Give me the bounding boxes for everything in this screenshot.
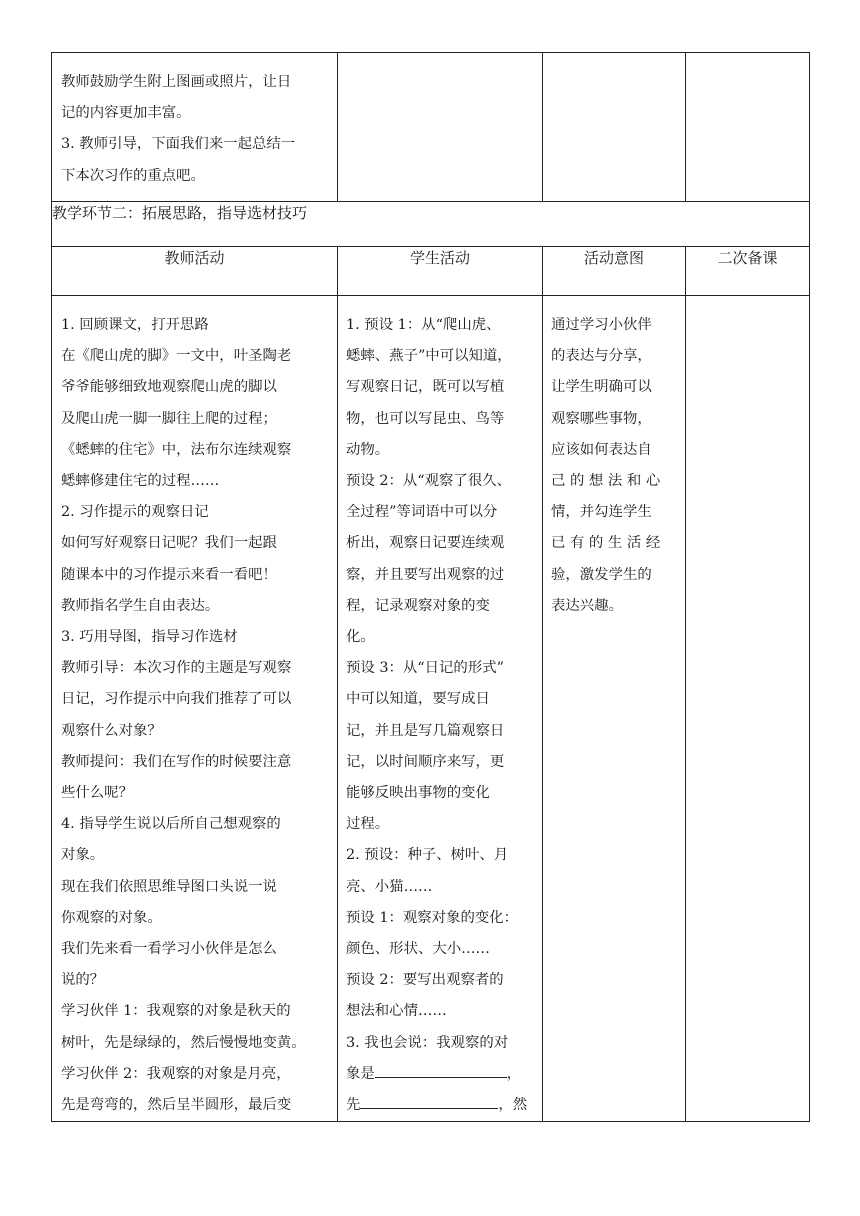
fill-prefix: 象是 [346, 1065, 375, 1082]
text-line: 如何写好观察日记呢？我们一起跟 [61, 535, 277, 552]
purpose-text-block [543, 296, 685, 622]
header-teacher-activity: 教师活动 [52, 247, 338, 296]
text-line: 过程。 [346, 816, 390, 833]
text-line: 物，也可以写昆虫、鸟等 [346, 410, 505, 427]
student-text-block [338, 296, 542, 1059]
text-line: 情，并勾连学生 [551, 504, 652, 521]
text-line: 1. 回顾课文，打开思路 [61, 317, 209, 333]
fill-suffix: ，然 [498, 1097, 528, 1114]
empty-cell [686, 53, 810, 202]
lesson-plan-table [51, 52, 810, 1122]
text-line: 应该如何表达自 [551, 441, 652, 458]
text-line: 写观察日记，既可以写植 [346, 379, 505, 396]
text-line: 动物。 [346, 441, 390, 458]
teacher-text-block [52, 296, 337, 1121]
fill-suffix: ， [506, 1065, 522, 1082]
text-line: 教师鼓励学生附上图画或照片，让日 [61, 74, 292, 90]
header-row [52, 247, 810, 296]
text-line: 化。 [346, 629, 375, 646]
text-line: 及爬山虎一脚一脚往上爬的过程； [61, 410, 277, 427]
fill-line-2 [346, 1090, 536, 1121]
fill-line-1 [346, 1059, 536, 1090]
text-line: 通过学习小伙伴 [551, 317, 652, 333]
fill-blank-1[interactable] [375, 1059, 507, 1078]
text-line: 能够反映出事物的变化 [346, 785, 490, 802]
text-line: 想法和心情…… [346, 1003, 447, 1020]
content-row [52, 296, 810, 1122]
fill-prefix: 先 [346, 1097, 361, 1114]
empty-cell [338, 53, 543, 202]
text-line: 教师指名学生自由表达。 [61, 597, 220, 614]
text-line: 学习伙伴 1：我观察的对象是秋天的 [61, 1003, 291, 1020]
text-line: 3. 教师引导，下面我们来一起总结一 [61, 136, 296, 153]
text-line: 记的内容更加丰富。 [61, 105, 191, 122]
continuation-row [52, 53, 810, 202]
text-line: 的表达与分享， [551, 348, 652, 365]
text-line: 些什么呢？ [61, 785, 133, 802]
text-line: 1. 预设 1：从“爬山虎、 [346, 317, 501, 333]
text-line: 你观察的对象。 [61, 909, 162, 926]
text-line: 2. 预设：种子、树叶、月 [346, 847, 509, 864]
text-line: 蟋蟀修建住宅的过程…… [61, 473, 220, 490]
second-prep-cell [686, 296, 810, 1122]
text-line: 亮、小猫…… [346, 878, 433, 895]
text-line: 让学生明确可以 [551, 379, 652, 396]
text-line: 对象。 [61, 847, 105, 864]
section-row [52, 202, 810, 247]
text-line: 在《爬山虎的脚》一文中，叶圣陶老 [61, 348, 292, 365]
text-line: 观察什么对象？ [61, 722, 162, 739]
text-line: 全过程”等词语中可以分 [346, 504, 498, 521]
text-line: 预设 3：从“日记的形式” [346, 660, 504, 677]
student-fill-lines [338, 1059, 542, 1121]
text-line: 预设 2：要写出观察者的 [346, 972, 504, 989]
text-line: 己 的 想 法 和 心 [551, 473, 661, 490]
text-line: 4. 指导学生说以后所自己想观察的 [61, 816, 281, 833]
activity-purpose-cell [543, 296, 686, 1122]
text-line: 观察哪些事物， [551, 410, 652, 427]
text-line: 现在我们依照思维导图口头说一说 [61, 878, 277, 895]
text-line: 日记，习作提示中向我们推荐了可以 [61, 691, 292, 708]
text-line: 树叶，先是绿绿的，然后慢慢地变黄。 [61, 1034, 306, 1051]
text-line: 我们先来看一看学习小伙伴是怎么 [61, 941, 277, 958]
text-line: 中可以知道，要写成日 [346, 691, 490, 708]
text-line: 教师提问：我们在写作的时候要注意 [61, 753, 292, 770]
text-line: 教师引导：本次习作的主题是写观察 [61, 660, 292, 677]
text-line: 随课本中的习作提示来看一看吧！ [61, 566, 277, 583]
text-line: 下本次习作的重点吧。 [61, 167, 205, 184]
student-activity-cell [338, 296, 543, 1122]
teacher-activity-continued [52, 53, 338, 202]
teacher-activity-cell [52, 296, 338, 1122]
text-line: 表达兴趣。 [551, 597, 623, 614]
text-line: 记，并且是写几篇观察日 [346, 722, 505, 739]
text-line: 3. 我也会说：我观察的对 [346, 1034, 509, 1051]
text-line: 察，并且要写出观察的过 [346, 566, 505, 583]
text-line: 已 有 的 生 活 经 [551, 535, 661, 552]
text-line: 程，记录观察对象的变 [346, 597, 490, 614]
text-line: 说的？ [61, 972, 105, 989]
text-line: 记，以时间顺序来写，更 [346, 753, 505, 770]
text-line: 析出，观察日记要连续观 [346, 535, 505, 552]
text-line: 颜色、形状、大小…… [346, 941, 490, 958]
text-line: 先是弯弯的，然后呈半圆形，最后变 [61, 1097, 292, 1114]
teacher-text-block [52, 53, 337, 192]
header-second-prep: 二次备课 [686, 247, 810, 296]
text-line: 学习伙伴 2：我观察的对象是月亮， [61, 1065, 291, 1082]
text-line: 3. 巧用导图，指导习作选材 [61, 629, 238, 646]
header-student-activity: 学生活动 [338, 247, 543, 296]
header-activity-purpose: 活动意图 [543, 247, 686, 296]
empty-cell [543, 53, 686, 202]
text-line: 《蟋蟀的住宅》中，法布尔连续观察 [61, 441, 292, 458]
section-label: 教学环节二：拓展思路，指导选材技巧 [52, 202, 810, 247]
text-line: 预设 1：观察对象的变化： [346, 909, 519, 926]
text-line: 蟋蟀、燕子”中可以知道， [346, 348, 512, 365]
text-line: 预设 2：从“观察了很久、 [346, 473, 511, 490]
text-line: 爷爷能够细致地观察爬山虎的脚以 [61, 379, 277, 396]
fill-blank-2[interactable] [360, 1090, 498, 1109]
text-line: 验，激发学生的 [551, 566, 652, 583]
text-line: 2. 习作提示的观察日记 [61, 504, 209, 521]
